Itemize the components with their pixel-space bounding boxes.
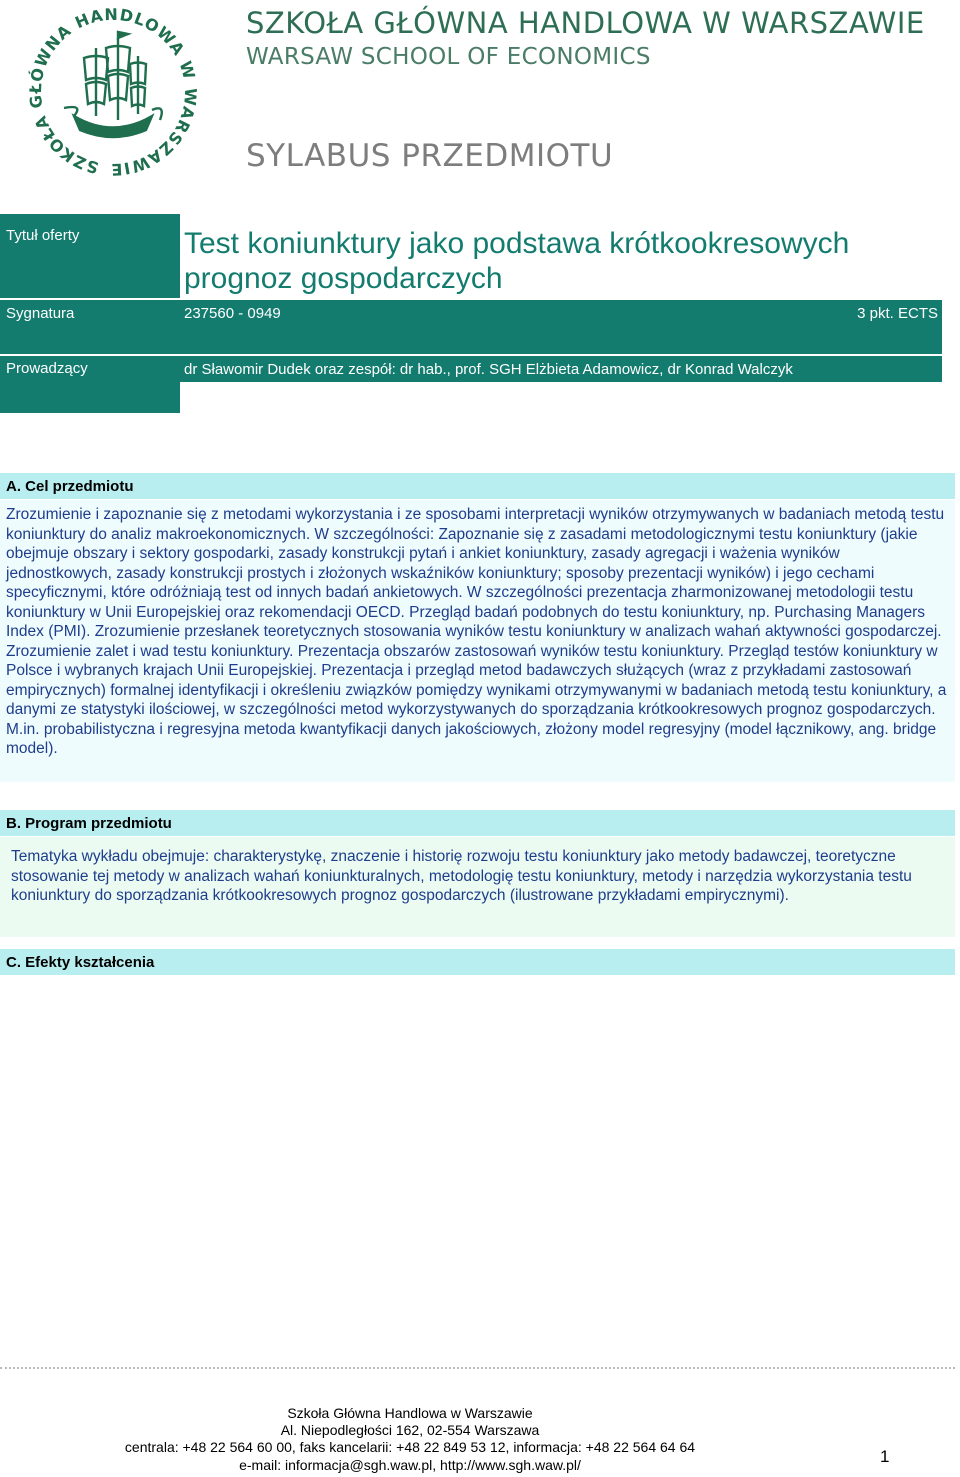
section-a-heading: A. Cel przedmiotu	[0, 473, 955, 499]
footer-divider	[0, 1367, 955, 1369]
ects-value: 3 pkt. ECTS	[857, 305, 938, 322]
page-number: 1	[880, 1447, 890, 1466]
course-title: Test koniunktury jako podstawa krótkookresowych prognoz gospodarczych	[184, 227, 850, 295]
logo-ring-text: SZKOŁA GŁÓWNA HANDLOWA W WARSZAWIE	[25, 4, 201, 176]
section-b-body: Tematyka wykładu obejmuje: charakterystykę, znaczenie i historię rozwoju testu koniunktury jako metody badawczej, teoretyczne stosowanie tej metody w analizach wahań koniunkturalnych, metodologię testu koniunktury, metody i narzędzia wykorzystania testu koniunktury do sporządzania krótkookresowych prognoz gospodarczych (ilustrowane przykładami empirycznymi).	[0, 837, 955, 937]
signature-value: 237560 - 0949	[184, 305, 281, 322]
signature-bar	[180, 300, 942, 354]
course-title-label: Tytuł oferty	[0, 214, 180, 298]
ship-icon	[64, 32, 162, 137]
footer-contact: e-mail: informacja@sgh.waw.pl, http://www.sgh.waw.pl/	[239, 1457, 581, 1473]
footer-phones: centrala: +48 22 564 60 00, faks kancelarii: +48 22 849 53 12, informacja: +48 22 564 64 64	[124, 1439, 696, 1455]
footer-institution: Szkoła Główna Handlowa w Warszawie	[287, 1405, 533, 1421]
sgh-logo-seal	[24, 4, 202, 176]
header-school-name: SZKOŁA GŁÓWNA HANDLOWA W WARSZAWIE	[246, 6, 925, 40]
lecturer-value: dr Sławomir Dudek oraz zespół: dr hab., prof. SGH Elżbieta Adamowicz, dr Konrad Walczyk	[184, 361, 793, 378]
section-c-heading: C. Efekty kształcenia	[0, 949, 955, 975]
lecturer-label: Prowadzący	[0, 356, 180, 413]
footer-address: Al. Niepodległości 162, 02-554 Warszawa	[280, 1422, 540, 1438]
header-document-type: SYLABUS PRZEDMIOTU	[246, 138, 614, 174]
section-a-body: Zrozumienie i zapoznanie się z metodami wykorzystania i ze sposobami interpretacji wyników otrzymywanych w badaniach metodą testu koniunktury do analiz makroekonomicznych. W szczególności: Zapoznanie się z zasadami metodologicznymi testu koniunktury (jakie obejmuje obszary i sektory gospodarki, zasady konstrukcji pytań i ankiet koniunktury, zasady agregacji i ważenia wyników jednostkowych, zasady konstrukcji prostych i złożonych wskaźników koniunktury; sposoby prezentacji wyników) i jego cechami specyficznymi, które odróżniają test od innych badań ankietowych. W szczególności prezentacja zharmonizowanej metodologii testu koniunktury w Unii Europejskiej oraz rekomendacji OECD. Przegląd badań podobnych do testu koniunktury, np. Purchasing Managers Index (PMI). Zrozumienie przesłanek teoretycznych stosowania wyników testu koniunktury w analizach wahań aktywności gospodarczej. Zrozumienie zalet i wad testu koniunktury. Prezentacja obszarów zastosowań wyników testu koniunktury. Przegląd testów koniunktury w Polsce i wybranych krajach Unii Europejskiej. Prezentacja i przegląd metod badawczych służących (wraz z przykładami zastosowań empirycznych) formalnej identyfikacji i określeniu związków pomiędzy wynikami otrzymywanymi w badaniach metodą testu koniunktury, a danymi ze statystyki ilościowej, w szczególności metod wykorzystywanych do sporządzania krótkookresowych prognoz gospodarczych. M.in. probabilistyczna i regresyjna metoda kwantyfikacji danych jakościowych, złożony model regresyjny (model łącznikowy, ang. bridge model).	[0, 500, 955, 782]
signature-label: Sygnatura	[0, 300, 180, 354]
section-b-heading: B. Program przedmiotu	[0, 810, 955, 836]
header-school-name-english: WARSAW SCHOOL OF ECONOMICS	[246, 44, 651, 70]
